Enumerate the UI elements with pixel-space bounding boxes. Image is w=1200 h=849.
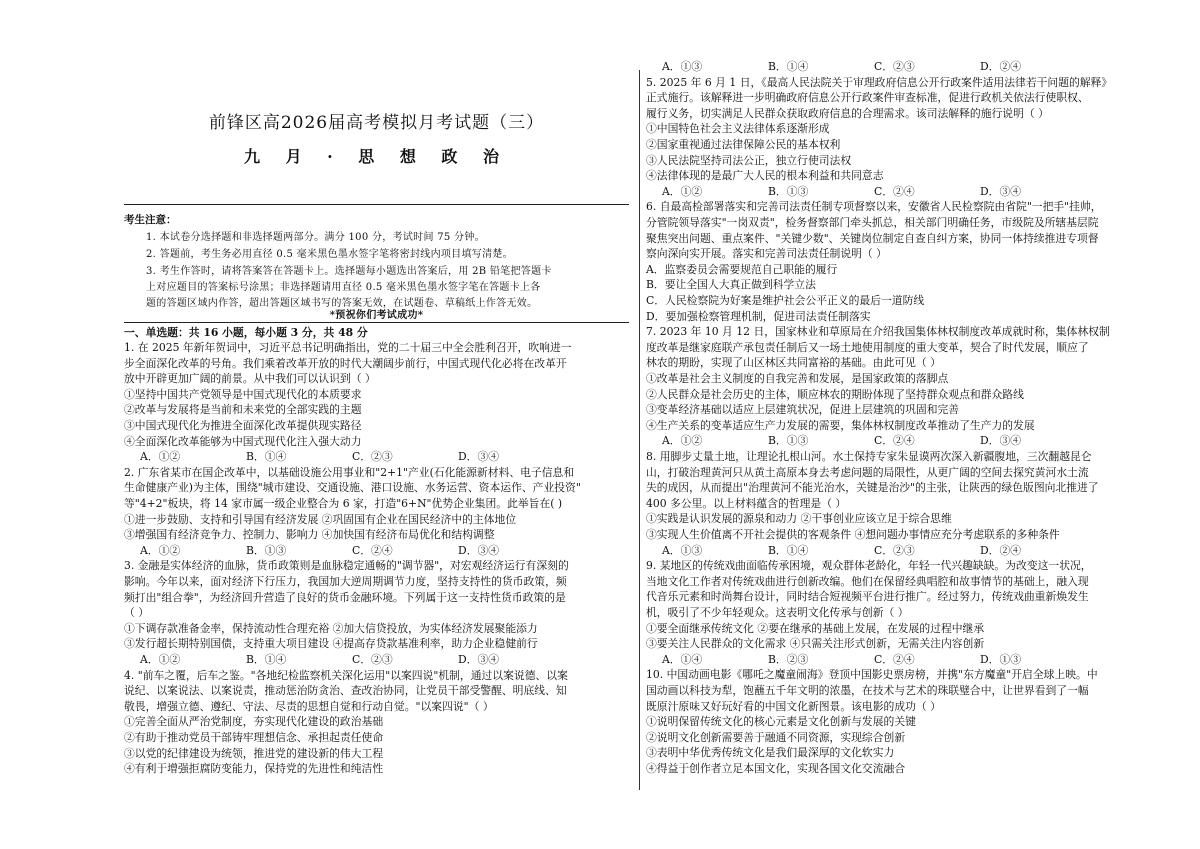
header-rule — [124, 204, 629, 205]
question-line: 9. 某地区的传统戏曲面临传承困境，观众群体老龄化，年轻一代兴趣缺缺。为改变这一状况， — [646, 559, 1092, 573]
question-line: 1. 在 2025 年新年贺词中，习近平总书记明确指出，党的二十届三中全会胜利召开，吹响进一 — [124, 341, 572, 354]
question-line: ②说明文化创新需要善于融通不同资源，实现综合创新 — [646, 730, 906, 744]
question-line: ③实现人生价值离不开社会提供的客观条件 ④想问题办事情应充分考虑联系的多种条件 — [646, 528, 1060, 541]
question-line: 代音乐元素和时尚舞台设计，同时结合短视频平台进行推广。经过努力，传统戏曲重新焕发生 — [646, 590, 1089, 604]
question-line: ①进一步鼓励、支持和引导国有经济发展 ②巩固国有企业在国民经济中的主体地位 — [124, 512, 517, 526]
answer-option: C．②③ — [874, 60, 915, 73]
notice-heading: 考生注意： — [124, 214, 177, 226]
question-line: 正式施行。该解释进一步明确政府信息公开行政案件审查标准，促进行政机关依法行使职权、 — [646, 91, 1089, 105]
question-line: 林农的期盼，实现了山区林区共同富裕的基础。由此可见（ ） — [646, 356, 941, 370]
question-line: 既原汁原味又好玩好看的中国文化新图景。该电影的成功（ ） — [646, 699, 941, 713]
question-line: ①改革是社会主义制度的自我完善和发展，是国家政策的落脚点 — [646, 372, 949, 385]
question-line: 3. 金融是实体经济的血脉，货币政策则是血脉稳定通畅的"调节器"，对宏观经济运行有深刻的 — [124, 559, 569, 573]
question-line: 聚焦突出问题、重点案件、"关键少数"、关键岗位制定自查自纠方案，协同一体持续推进专项督 — [646, 231, 1099, 245]
question-line: ④生产关系的变革适应生产力发展的需要，集体林权制度改革推动了生产力的发展 — [646, 418, 1035, 432]
section-heading: 一、单选题：共 16 小题，每小题 3 分，共 48 分 — [124, 326, 368, 339]
answer-option: D．③④ — [980, 434, 1022, 448]
answer-option: D．②④ — [980, 60, 1022, 73]
answer-option: B．②③ — [768, 652, 809, 666]
answer-option: B．①③ — [768, 434, 809, 448]
question-line: ③中国式现代化为推进全面深化改革提供现实路径 — [124, 419, 362, 432]
answer-option: A．①③ — [662, 60, 703, 73]
question-line: 6. 自最高检部署落实和完善司法责任制专项督察以来，安徽省人民检察院由省院"一把手"挂帅， — [646, 200, 1102, 214]
question-line: ③增强国有经济竞争力、控制力、影响力 ④加快国有经济布局优化和结构调整 — [124, 528, 495, 542]
notice-item: 上对应题目的答案标号涂黑；非选择题请用直径 0.5 毫米黑色墨水签字笔在答题卡上各 — [146, 282, 541, 293]
answer-option: A．①② — [140, 450, 181, 464]
answer-options — [662, 185, 1086, 199]
question-line: 失的成因，从而提出"治理黄河不能光治水，关键是治沙"的主张，让陕西的绿色版图向北推进了 — [646, 481, 1099, 495]
question-line: 生命健康产业)为主体，围绕"城市建设、交通设施、港口设施、水务运营、资本运作、产业投资" — [124, 481, 581, 495]
answer-options — [662, 653, 1086, 667]
question-line: 8. 用脚步丈量土地，让理论扎根山河。水土保持专家朱显谟两次深入新疆腹地，三次翻越昆仑 — [646, 450, 1092, 463]
notice-item: 1. 本试卷分选择题和非选择题两部分。满分 100 分，考试时间 75 分钟。 — [146, 232, 485, 243]
answer-option: C．②③ — [352, 450, 393, 464]
notice-wish: *预祝你们考试成功* — [329, 310, 424, 321]
answer-option: C．②④ — [352, 543, 393, 557]
question-line: ②人民群众是社会历史的主体，顺应林农的期盼体现了坚持群众观点和群众路线 — [646, 387, 1024, 401]
question-line: 度改革是继家庭联产承包责任制后又一场土地使用制度的重大变革，契合了时代发展，顺应了 — [646, 340, 1089, 354]
answer-option: B．①③ — [246, 543, 287, 557]
question-line: ①坚持中国共产党领导是中国式现代化的本质要求 — [124, 387, 362, 401]
question-line: ④有利于增强拒腐防变能力，保持党的先进性和纯洁性 — [124, 762, 384, 776]
question-line: D．要加强检察管理机制，促进司法责任制落实 — [646, 309, 871, 323]
question-line: （ ） — [124, 606, 150, 620]
question-line: 步全面深化改革的号角。我们乘着改革开放的时代大潮阔步前行，中国式现代化必将在改革开 — [124, 356, 567, 370]
question-line: 机，吸引了不少年轻观众。这表明文化传承与创新（ ） — [646, 606, 909, 619]
notice-item: 3. 考生作答时，请将答案答在答题卡上。选择题每小题选出答案后，用 2B 铅笔把答题卡 — [146, 266, 552, 277]
answer-option: B．①④ — [768, 60, 809, 73]
question-line: ①下调存款准备金率，保持流动性合理充裕 ②加大信贷投放，为实体经济发展聚能添力 — [124, 621, 538, 635]
question-line: ②有助于推动党员干部铸牢理想信念、承担起责任使命 — [124, 731, 384, 744]
answer-option: B．①③ — [768, 184, 809, 198]
answer-options — [662, 544, 1086, 558]
question-line: 履行义务，切实满足人民群众获取政府信息的合理需求。该司法解释的施行说明（ ） — [646, 106, 1049, 120]
answer-options — [662, 434, 1086, 448]
question-line: 等"4+2"板块，将 14 家市属一级企业整合为 6 家，打造"6+N"优势企业集团。此举旨在( ) — [124, 497, 563, 510]
question-line: ③要关注人民群众的文化需求 ④只需关注形式创新，无需关注内容创新 — [646, 637, 985, 651]
question-line: ③变革经济基础以适应上层建筑状况，促进上层建筑的巩固和完善 — [646, 403, 960, 417]
question-line: 察向深向实开展。落实和完善司法责任制说明（ ） — [646, 247, 887, 261]
question-line: ④得益于创作者立足本国文化，实现各国文化交流融合 — [646, 762, 906, 775]
notice-rule — [124, 322, 629, 323]
question-line: ③以党的纪律建设为统领，推进党的建设新的伟大工程 — [124, 746, 384, 760]
answer-option: B．①④ — [246, 450, 287, 464]
answer-option: A．①② — [662, 184, 703, 198]
answer-option: D．③④ — [458, 653, 500, 666]
question-line: 频打出"组合拳"，为经济回升营造了良好的货币金融环境。下列属于这一支持性货币政策的是 — [124, 590, 566, 604]
answer-option: C．②④ — [874, 184, 915, 198]
answer-option: A．①② — [662, 434, 703, 448]
answer-option: D．①③ — [980, 652, 1022, 666]
notice-item: 2. 答题前，考生务必用直径 0.5 毫米黑色墨水签字笔将密封线内项目填写清楚。 — [146, 249, 513, 260]
answer-option: D．③④ — [980, 184, 1022, 198]
question-line: ①要全面继承传统文化 ②要在继承的基础上发展，在发展的过程中继承 — [646, 621, 985, 635]
question-line: ①实践是认识发展的源泉和动力 ②干事创业应该立足于综合思维 — [646, 512, 952, 526]
answer-options — [662, 60, 1086, 74]
question-line: 放中开辟更加广阔的前景。从中我们可以认识到（ ） — [124, 372, 376, 386]
question-line: 10. 中国动画电影《哪吒之魔童闹海》登顶中国影史票房榜，并携"东方魔童"开启全球上映。中 — [646, 668, 1098, 682]
question-line: ②改革与发展将是当前和未来党的全部实践的主题 — [124, 403, 362, 417]
answer-option: C．②③ — [352, 653, 393, 666]
question-line: 国动画以科技为犁，饱蘸五千年文明的浓墨，在技术与艺术的珠联璧合中，让世界看到了一幅 — [646, 684, 1089, 697]
column-divider — [639, 70, 640, 790]
answer-option: A．①② — [140, 543, 181, 557]
answer-option: B．①④ — [246, 653, 287, 666]
question-line: 7. 2023 年 10 月 12 日，国家林业和草原局在介绍我国集体林权制度改革成就时称，集体林权制 — [646, 325, 1110, 339]
question-line: A．监察委员会需要规范自己职能的履行 — [646, 262, 838, 276]
question-line: ④法律体现的是最广大人民的根本利益和共同意志 — [646, 169, 884, 183]
question-line: B．要让全国人大真正做到科学立法 — [646, 278, 816, 292]
answer-option: A．①③ — [662, 543, 703, 557]
page-title: 前锋区高2026届高考模拟月考试题（三） — [208, 113, 545, 133]
notice-item: 题的答题区域内作答，超出答题区域书写的答案无效，在试题卷、草稿纸上作答无效。 — [146, 298, 538, 309]
answer-option: B．①④ — [768, 543, 809, 557]
question-line: 分管院领导落实"一岗双责"，检务督察部门牵头抓总，相关部门明确任务，市级院及所辖基层院 — [646, 216, 1099, 229]
question-line: ④全面深化改革能够为中国式现代化注入强大动力 — [124, 434, 362, 448]
question-line: 说纪、以案说法、以案说责，推动惩治防贪治、查改治协同，让党员干部受警醒、明底线、知 — [124, 684, 567, 698]
question-line: ①中国特色社会主义法律体系逐渐形成 — [646, 122, 830, 136]
answer-option: D．③④ — [458, 450, 500, 464]
question-line: ①说明保留传统文化的核心元素是文化创新与发展的关键 — [646, 715, 916, 729]
page-subtitle: 九 月 · 思 想 政 治 — [244, 147, 509, 166]
answer-options — [140, 450, 564, 464]
question-line: 敬畏，增强立德、遵纪、守法、尽责的思想自觉和行动自觉。"以案四说"（ ） — [124, 699, 494, 713]
question-line: 山，打破治理黄河只从黄土高原本身去考虑问题的局限性，从更广阔的空间去探究黄河水土流 — [646, 465, 1089, 479]
question-line: 影响。今年以来，面对经济下行压力，我国加大逆周期调节力度，坚持支持性的货币政策，频 — [124, 575, 567, 588]
question-line: ②国家重视通过法律保障公民的基本权利 — [646, 138, 841, 151]
question-line: ①完善全面从严治党制度，夯实现代化建设的政治基础 — [124, 715, 384, 729]
answer-option: C．②③ — [874, 543, 915, 557]
answer-option: D．③④ — [458, 543, 500, 557]
answer-option: D．②④ — [980, 543, 1022, 557]
answer-option: C．②④ — [874, 652, 915, 666]
question-line: ③表明中华优秀传统文化是我们最深厚的文化软实力 — [646, 746, 895, 760]
question-line: 400 多公里。以上材料蕴含的哲理是（ ） — [646, 496, 847, 510]
question-line: C．人民检察院为好案是维护社会公平正义的最后一道防线 — [646, 294, 925, 307]
question-line: 5. 2025 年 6 月 1 日，《最高人民法院关于审理政府信息公开行政案件适用法律若干问题的解释》 — [646, 75, 1113, 89]
answer-option: A．①② — [140, 653, 181, 666]
question-line: 4. "前车之覆，后车之鉴。"各地纪检监察机关深化运用"以案四说"机制，通过以案说德、以案 — [124, 668, 568, 682]
answer-option: C．②④ — [874, 434, 915, 448]
question-line: ③发行超长期特别国债，支持重大项目建设 ④提高存贷款基准利率，助力企业稳健前行 — [124, 637, 538, 651]
question-line: 2. 广东省某市在国企改革中，以基础设施公用事业和"2+1"产业(石化能源新材料、电子信息和 — [124, 465, 575, 479]
answer-option: A．①④ — [662, 652, 703, 666]
question-line: 当地文化工作者对传统戏曲进行创新改编。他们在保留经典唱腔和故事情节的基础上，融入现 — [646, 574, 1089, 588]
answer-options — [140, 544, 564, 558]
question-line: ③人民法院坚持司法公正，独立行使司法权 — [646, 153, 852, 167]
answer-options — [140, 653, 564, 667]
